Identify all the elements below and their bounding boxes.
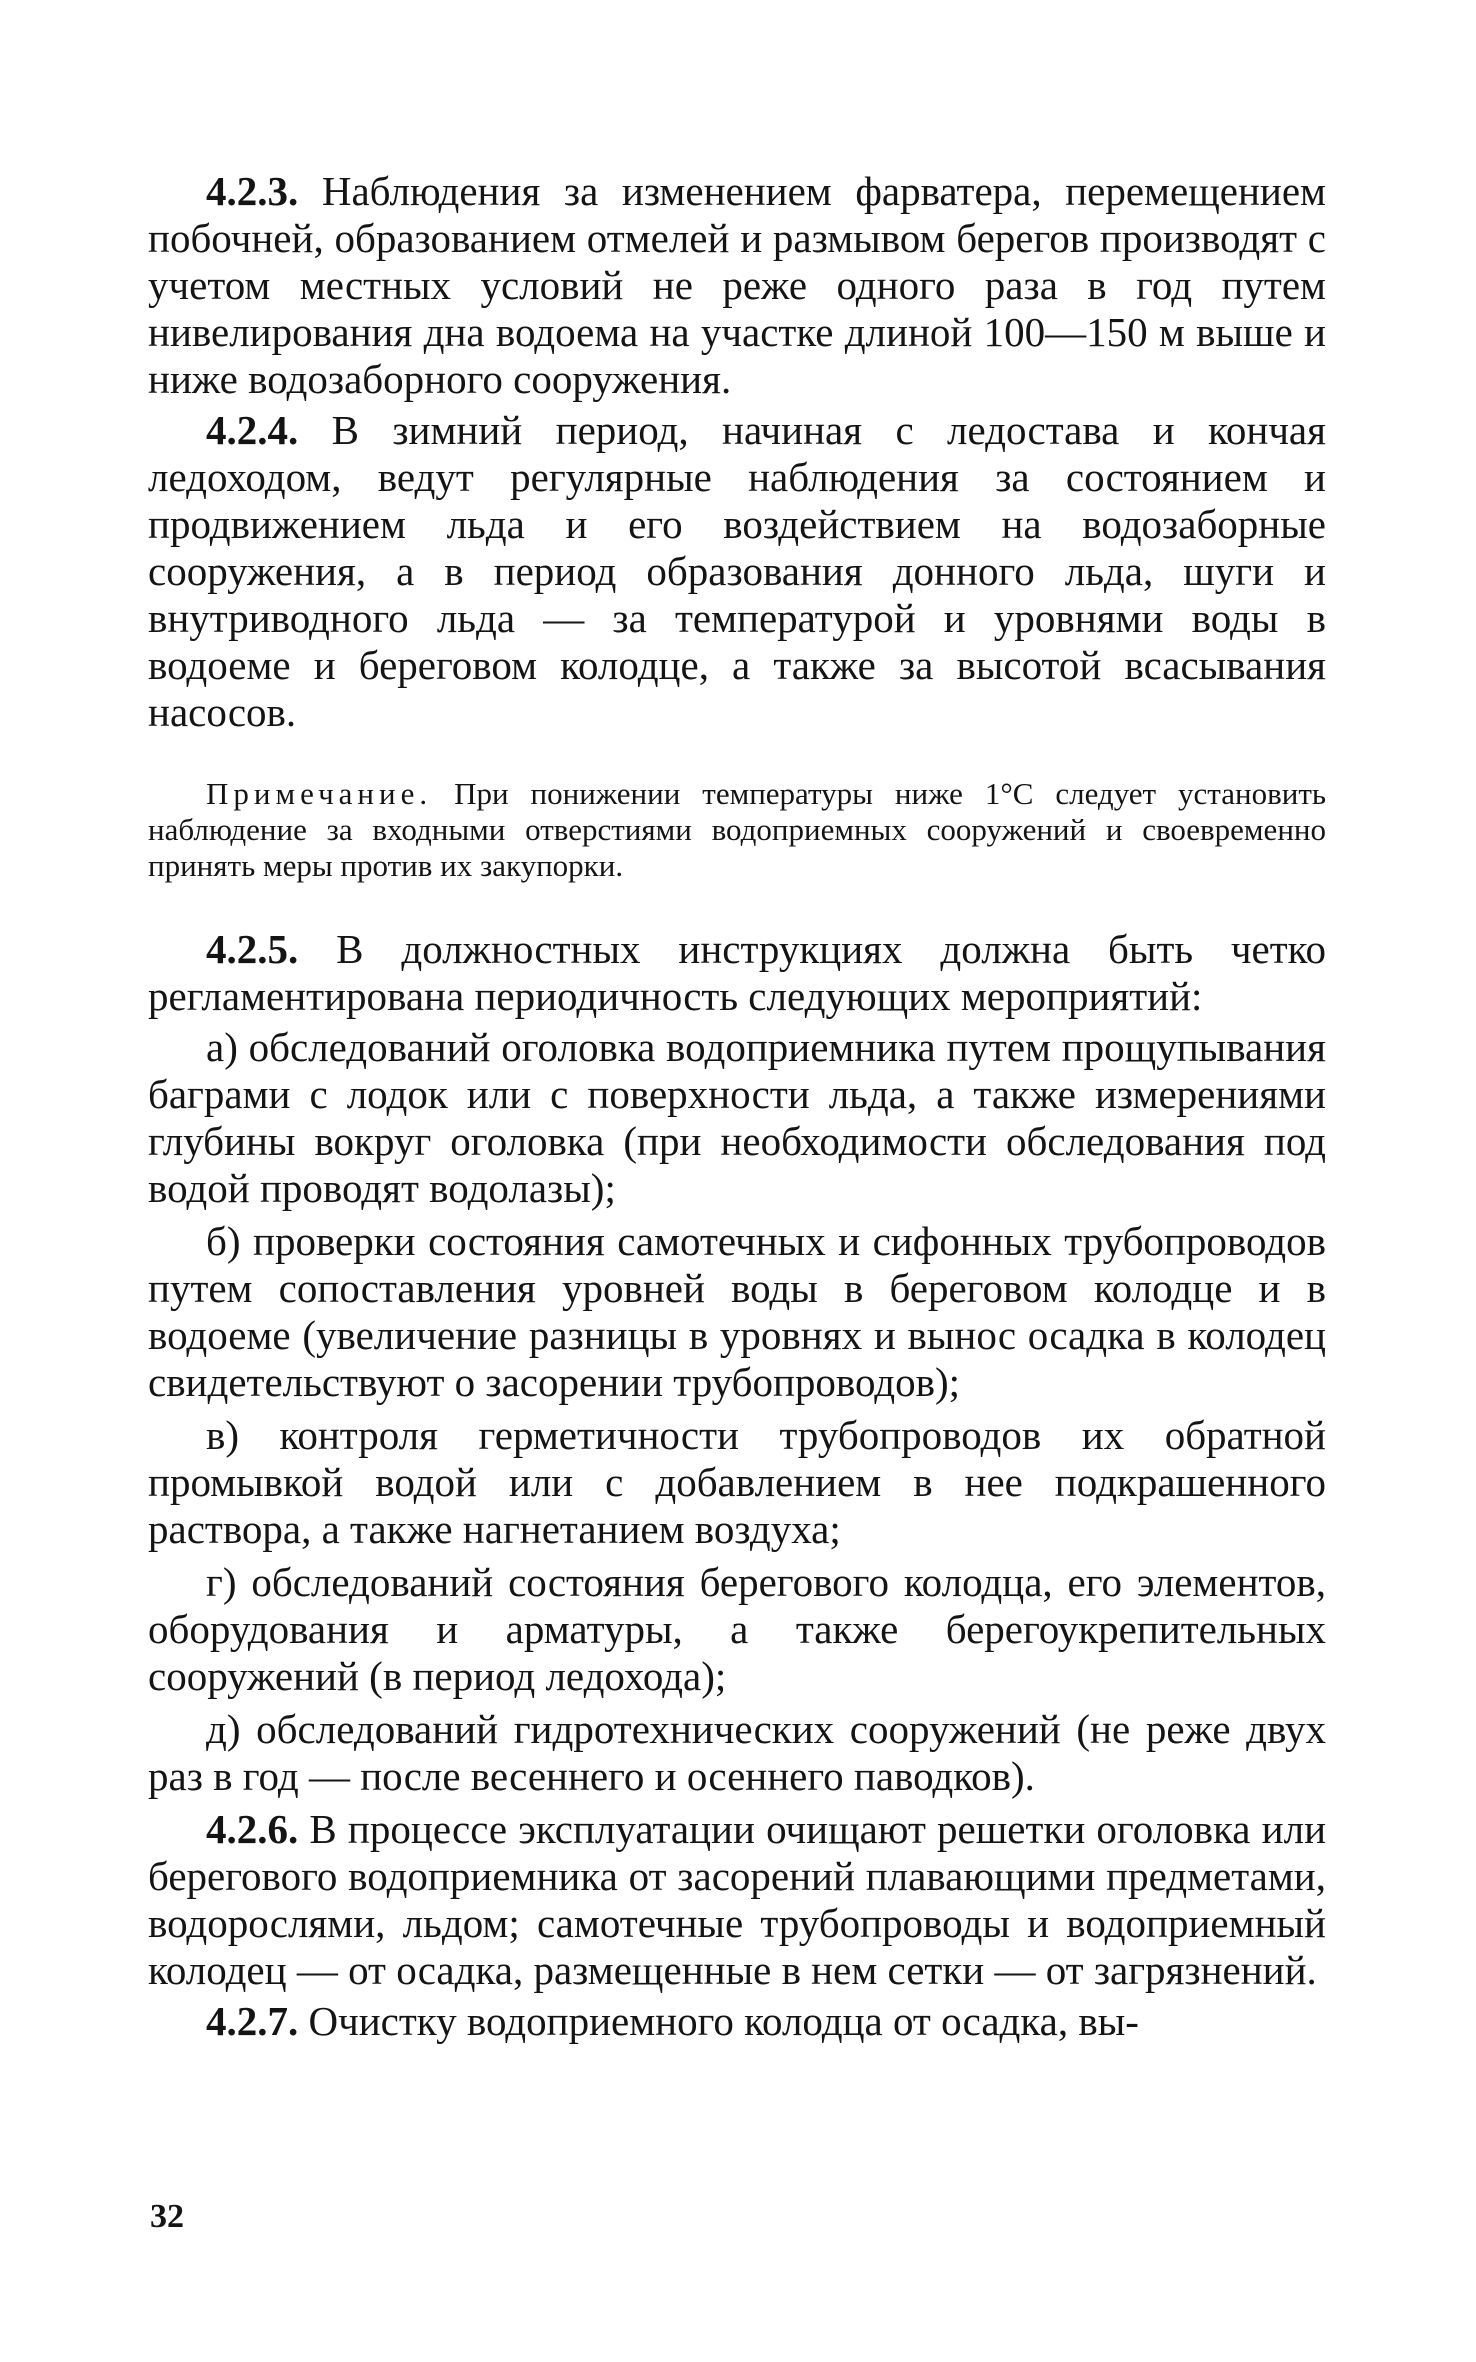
section-number: 4.2.5. [206,926,299,972]
section-text: В должностных инструкциях должна быть четко регламентирована периодичность следующих мероприятий: [148,926,1327,1019]
section-4-2-6 [148,1806,1326,1994]
page-number: 32 [150,2198,184,2235]
section-text: В зимний период, начиная с ледостава и кончая ледоходом, ведут регулярные наблюдения за состоянием и продвижением льда и его воздействием на водозаборные сооружения, а в период образования донного льда, шуги и внутриводного льда — за температурой и уровнями воды в водоеме и береговом колодце, а также за высотой всасывания насосов. [148,407,1326,735]
section-4-2-4 [148,407,1326,736]
note-text: При понижении температуры ниже 1°С следует установить наблюдение за входными отверстиями водоприемных сооружений и своевременно принять меры против их закупорки. [148,776,1326,883]
section-4-2-3 [148,168,1326,403]
section-text: Очистку водоприемного колодца от осадка, вы- [308,1998,1139,2044]
list-item-b: б) проверки состояния самотечных и сифонных трубопроводов путем сопоставления уровней воды в береговом колодце и в водоеме (увеличение разницы в уровнях и вынос осадка в колодец свидетельствуют о засорении трубопроводов); [148,1218,1326,1405]
note [148,776,1326,884]
section-number: 4.2.7. [206,1998,299,2044]
note-label: Примечание. [206,776,433,811]
list-item-a: а) обследований оголовка водоприемника путем прощупывания баграми с лодок или с поверхности льда, а также измерениями глубины вокруг оголовка (при необходимости обследования под водой проводят водолазы); [148,1024,1326,1211]
list-item-g: г) обследований состояния берегового колодца, его элементов, оборудования и арматуры, а также берегоукрепительных сооружений (в период ледохода); [148,1559,1326,1699]
body-text [148,168,1326,2049]
section-number: 4.2.4. [206,407,299,453]
section-number: 4.2.6. [206,1806,299,1852]
list-item-v: в) контроля герметичности трубопроводов их обратной промывкой водой или с добавлением в нее подкрашенного раствора, а также нагнетанием воздуха; [148,1412,1326,1552]
section-number: 4.2.3. [206,168,299,214]
section-4-2-5 [148,926,1326,1020]
section-4-2-7 [148,1998,1326,2045]
list-item-d: д) обследований гидротехнических сооружений (не реже двух раз в год — после весеннего и осеннего паводков). [148,1706,1326,1799]
section-text: В процессе эксплуатации очищают решетки оголовка или берегового водоприемника от засорений плавающими предметами, водорослями, льдом; самотечные трубопроводы и водоприемный колодец — от осадка, размещенные в нем сетки — от загрязнений. [148,1806,1327,1993]
section-text: Наблюдения за изменением фарватера, перемещением побочней, образованием отмелей и размывом берегов производят с учетом местных условий не реже одного раза в год путем нивелирования дна водоема на участке длиной 100—150 м выше и ниже водозаборного сооружения. [148,168,1326,402]
section-4-2-5-items [148,1024,1326,1800]
